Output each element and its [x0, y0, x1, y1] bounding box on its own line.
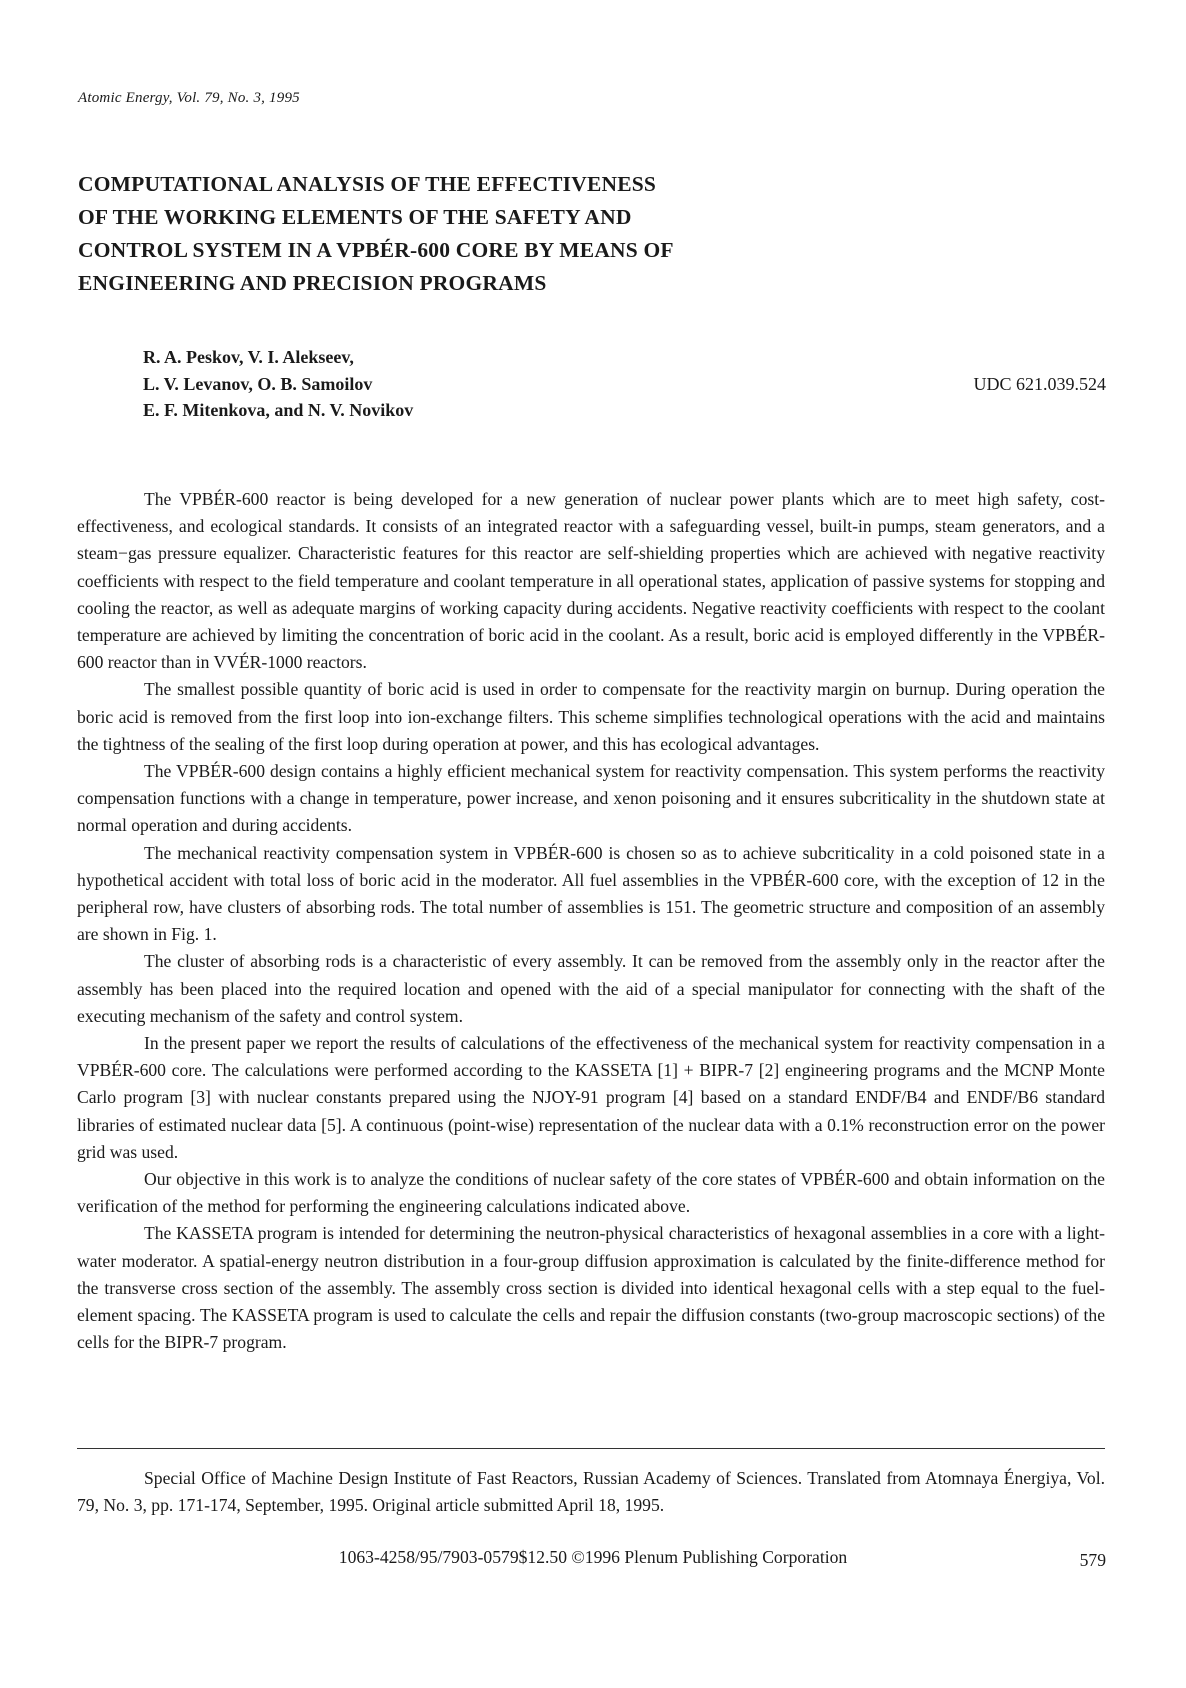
title-line: COMPUTATIONAL ANALYSIS OF THE EFFECTIVENESS — [78, 172, 657, 196]
body-paragraph: In the present paper we report the results of calculations of the effectiveness of the mechanical system for reactivity compensation in a VPBÉR-600 core. The calculations were performed according to the KASSETA [1] + BIPR-7 [2] engineering programs and the MCNP Monte Carlo program [3] with nuclear constants prepared using the NJOY-91 program [4] based on a standard ENDF/B4 and ENDF/B6 standard libraries of estimated nuclear data [5]. A continuous (point-wise) representation of the nuclear data with a 0.1% reconstruction error on the power grid was used. — [77, 1033, 1105, 1162]
author-line: L. V. Levanov, O. B. Samoilov — [143, 373, 373, 394]
udc-code: UDC 621.039.524 — [973, 374, 1106, 394]
body-paragraph: The KASSETA program is intended for determining the neutron-physical characteristics of hexagonal assemblies in a core with a light-water moderator. A spatial-energy neutron distribution in a four-group diffusion approximation is calculated by the finite-difference method for the transverse cross section of the assembly. The assembly cross section is divided into identical hexagonal cells with a step equal to the fuel-element spacing. The KASSETA program is used to calculate the cells and repair the diffusion constants (two-group macroscopic sections) of the cells for the BIPR-7 program. — [77, 1223, 1105, 1353]
copyright-line: 1063-4258/95/7903-0579$12.50 ©1996 Plenum Publishing Corporation — [338, 1547, 848, 1567]
footnote-divider — [77, 1448, 1105, 1449]
body-paragraph: The cluster of absorbing rods is a characteristic of every assembly. It can be removed from the assembly only in the reactor after the assembly has been placed into the required location and opened with the aid of a special manipulator for connecting with the shaft of the executing mechanism of the safety and control system. — [77, 951, 1105, 1026]
body-paragraph: Our objective in this work is to analyze the conditions of nuclear safety of the core states of VPBÉR-600 and obtain information on the verification of the method for performing the engineering calculations indicated above. — [77, 1169, 1105, 1217]
page-number: 579 — [1079, 1550, 1106, 1570]
body-paragraph: The smallest possible quantity of boric acid is used in order to compensate for the reactivity margin on burnup. During operation the boric acid is removed from the first loop into ion-exchange filters. This scheme simplifies technological operations with the acid and maintains the tightness of the sealing of the first loop during operation at power, and this has ecological advantages. — [77, 679, 1105, 754]
article-body — [77, 486, 1105, 1357]
body-paragraph: The VPBÉR-600 reactor is being developed for a new generation of nuclear power plants which are to meet high safety, cost-effectiveness, and ecological standards. It consists of an integrated reactor with a safeguarding vessel, built-in pumps, steam generators, and a steam−gas pressure equalizer. Characteristic features for this reactor are self-shielding properties which are achieved with negative reactivity coefficients with respect to the field temperature and coolant temperature in all operational states, application of passive systems for stopping and cooling the reactor, as well as adequate margins of working capacity during accidents. Negative reactivity coefficients with respect to the coolant temperature are achieved by limiting the concentration of boric acid in the coolant. As a result, boric acid is employed differently in the VPBÉR-600 reactor than in VVÉR-1000 reactors. — [77, 489, 1105, 673]
body-paragraph: The VPBÉR-600 design contains a highly efficient mechanical system for reactivity compensation. This system performs the reactivity compensation functions with a change in temperature, power increase, and xenon poisoning and it ensures subcriticality in the shutdown state at normal operation and during accidents. — [77, 761, 1105, 836]
article-title — [78, 168, 758, 300]
title-line: CONTROL SYSTEM IN A VPBÉR-600 CORE BY MEANS OF — [78, 238, 674, 262]
author-line: R. A. Peskov, V. I. Alekseev, — [143, 347, 354, 367]
footnote-text: Special Office of Machine Design Institute of Fast Reactors, Russian Academy of Sciences. Translated from Atomnaya Énergiya, Vol. 79, No. 3, pp. 171-174, September, 1995. Original article submitted April 18, 1995. — [77, 1468, 1105, 1515]
journal-reference: Atomic Energy, Vol. 79, No. 3, 1995 — [78, 90, 300, 106]
author-line: E. F. Mitenkova, and N. V. Novikov — [143, 400, 414, 420]
title-line: ENGINEERING AND PRECISION PROGRAMS — [78, 271, 547, 295]
title-line: OF THE WORKING ELEMENTS OF THE SAFETY AND — [78, 205, 632, 229]
author-list — [143, 344, 413, 424]
footnote — [77, 1465, 1105, 1519]
body-paragraph: The mechanical reactivity compensation system in VPBÉR-600 is chosen so as to achieve subcriticality in a cold poisoned state in a hypothetical accident with total loss of boric acid in the moderator. All fuel assemblies in the VPBÉR-600 core, with the exception of 12 in the peripheral row, have clusters of absorbing rods. The total number of assemblies is 151. The geometric structure and composition of an assembly are shown in Fig. 1. — [77, 842, 1105, 945]
